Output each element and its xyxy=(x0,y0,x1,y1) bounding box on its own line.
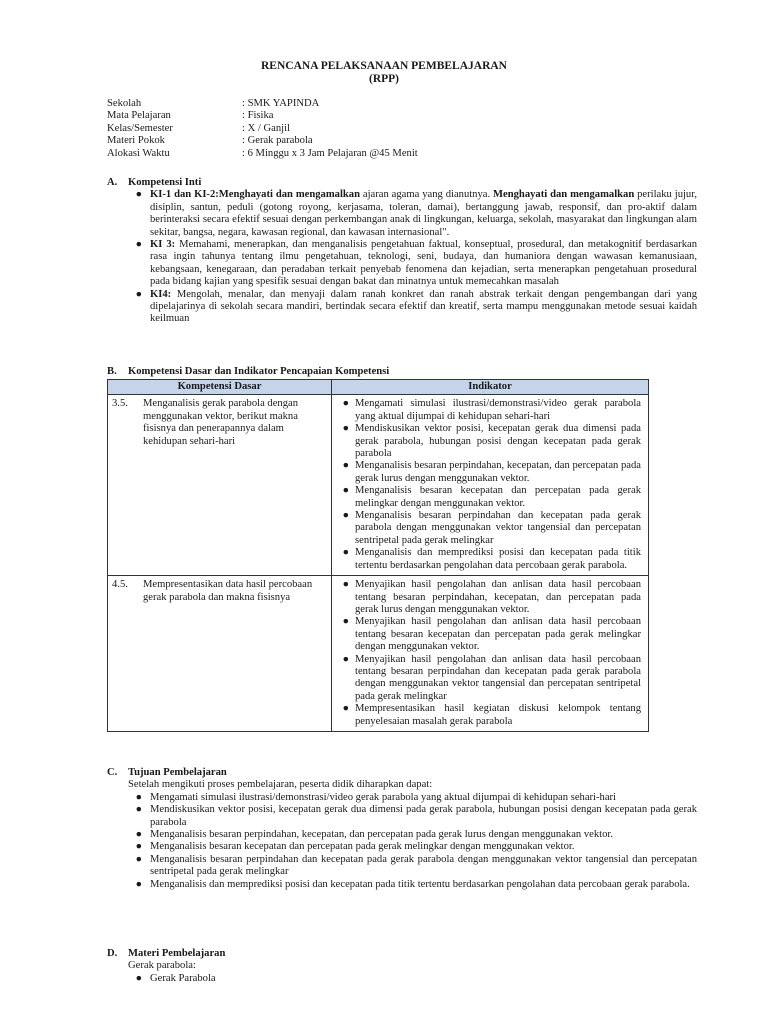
indicator-cell xyxy=(332,395,649,576)
info-label: Kelas/Semester xyxy=(107,122,173,134)
indicator-text: Menyajikan hasil pengolahan dan anlisan data hasil percobaan tentang besaran perpindahan dan kecepatan pada gerak parabola dengan menggunakan vektor tangensial dan percepatan sentripetal pada gerak melingkar xyxy=(355,653,641,702)
indicator-cell xyxy=(332,576,649,732)
tujuan-text: Menganalisis besaran kecepatan dan percepatan pada gerak melingkar dengan menggunakan vektor. xyxy=(150,841,575,853)
ki-emphasis: Menghayati dan mengamalkan xyxy=(493,189,635,201)
column-header-kd: Kompetensi Dasar xyxy=(108,380,332,395)
ki-label: KI4: xyxy=(150,288,172,300)
bullet-icon: ● xyxy=(135,288,142,300)
bullet-icon: ● xyxy=(135,972,142,984)
section-tujuan-pembelajaran xyxy=(107,767,697,891)
bullet-icon: ● xyxy=(342,423,349,435)
list-item xyxy=(333,616,641,653)
indicator-text: Mendiskusikan vektor posisi, kecepatan gerak dua dimensi pada gerak parabola, hubungan posisi dengan kecepatan pada gerak parabola xyxy=(355,423,641,460)
materi-list xyxy=(128,973,697,985)
indicator-text: Mempresentasikan hasil kegiatan diskusi kelompok tentang penyelesaian masalah gerak parabola xyxy=(355,703,641,727)
bullet-icon: ● xyxy=(135,841,142,853)
info-row xyxy=(107,98,418,110)
section-kompetensi-inti xyxy=(107,177,697,326)
tujuan-text: Menganalisis besaran perpindahan dan kecepatan pada gerak parabola dengan menggunakan vektor tangensial dan percepatan sentripetal pada gerak melingkar xyxy=(150,853,697,878)
ki-list xyxy=(128,189,697,325)
list-item xyxy=(333,654,641,704)
info-value: : Fisika xyxy=(242,110,274,122)
list-item xyxy=(333,510,641,547)
info-value: : SMK YAPINDA xyxy=(242,98,320,109)
bullet-icon: ● xyxy=(342,579,349,591)
section-heading xyxy=(107,948,697,960)
ki-item xyxy=(128,239,697,289)
bullet-icon: ● xyxy=(135,239,142,251)
bullet-icon: ● xyxy=(135,853,142,865)
ki-body: Memahami, menerapkan, dan menganalisis pengetahuan faktual, konseptual, prosedural, dan metakognitif berdasarkan rasa ingin tahunya tentang ilmu pengetahuan, teknologi, seni, budaya, dan humaniora dengan wawasan kemanusiaan, kebangsaan, kenegaraan, dan peradaban terkait penyebab fenomena dan kejadian, serta menerapkan pengetahuan prosedural pada bidang kajian yang spesifik sesuai dengan bakat dan minatnya untuk memecahkan masalah xyxy=(150,239,697,288)
bullet-icon: ● xyxy=(135,878,142,890)
section-heading xyxy=(107,767,697,779)
indicator-text: Menganalisis besaran perpindahan dan kecepatan pada gerak parabola dengan menggunakan vektor tangensial dan percepatan sentripetal pada gerak melingkar xyxy=(355,510,641,546)
tujuan-text: Mendiskusikan vektor posisi, kecepatan gerak dua dimensi pada gerak parabola, hubungan posisi dengan kecepatan pada gerak parabola xyxy=(150,804,697,828)
bullet-icon: ● xyxy=(342,485,349,497)
list-item xyxy=(128,841,697,853)
indicator-text: Menyajikan hasil pengolahan dan anlisan data hasil percobaan tentang besaran perpindahan, kecepatan, dan percepatan pada gerak lurus dengan menggunakan vektor. xyxy=(355,579,641,615)
bullet-icon: ● xyxy=(342,510,349,522)
list-item xyxy=(128,879,697,891)
tujuan-text: Menganalisis besaran perpindahan, kecepatan, dan percepatan pada gerak lurus dengan menggunakan vektor. xyxy=(150,829,613,841)
info-value: : X / Ganjil xyxy=(242,122,290,134)
indicator-text: Menganalisis dan memprediksi posisi dan kecepatan pada titik tertentu berdasarkan pengolahan data percobaan gerak parabola. xyxy=(355,547,641,571)
kd-cell xyxy=(108,576,332,732)
ki-label: KI-1 dan KI-2:Menghayati dan mengamalkan xyxy=(150,189,360,201)
bullet-icon: ● xyxy=(342,398,349,410)
document-title: RENCANA PELAKSANAAN PEMBELAJARAN xyxy=(261,60,507,72)
kd-number: 4.5. xyxy=(112,579,128,591)
section-title: Kompetensi Dasar dan Indikator Pencapaian Kompetensi xyxy=(128,366,390,377)
kd-number: 3.5. xyxy=(112,398,128,410)
bullet-icon: ● xyxy=(342,653,349,665)
indicator-list xyxy=(333,396,647,574)
kd-table xyxy=(107,379,649,732)
ki-body: Mengolah, menalar, dan menyaji dalam ranah konkret dan ranah abstrak terkait dengan pengembangan dari yang dipelajarinya di sekolah secara mandiri, bertindak secara efektif dan kreatif, serta mampu menggunakan metode sesuai kaidah keilmuan xyxy=(150,288,697,325)
section-letter: A. xyxy=(107,177,118,188)
list-item xyxy=(333,485,641,510)
ki-body: ajaran agama yang dianutnya. xyxy=(359,189,494,201)
info-row xyxy=(107,110,418,122)
list-item xyxy=(128,792,697,804)
indicator-text: Menganalisis besaran kecepatan dan percepatan pada gerak melingkar dengan menggunakan vektor. xyxy=(355,485,641,509)
section-intro: Setelah mengikuti proses pembelajaran, peserta didik diharapkan dapat: xyxy=(128,779,433,791)
bullet-icon: ● xyxy=(342,703,349,715)
ki-item xyxy=(128,189,697,239)
section-title: Kompetensi Inti xyxy=(128,177,202,188)
info-row xyxy=(107,135,418,147)
section-letter: B. xyxy=(107,366,117,377)
ki-text xyxy=(150,289,697,326)
info-row xyxy=(107,123,418,135)
info-value: : 6 Minggu x 3 Jam Pelajaran @45 Menit xyxy=(242,147,418,159)
list-item xyxy=(128,804,697,829)
list-item xyxy=(333,579,641,616)
info-value: : Gerak parabola xyxy=(242,135,313,147)
section-title: Tujuan Pembelajaran xyxy=(128,767,227,778)
identity-block xyxy=(107,98,418,160)
table-row xyxy=(108,576,649,732)
info-label: Mata Pelajaran xyxy=(107,110,171,122)
section-kompetensi-dasar xyxy=(107,366,697,378)
kd-cell xyxy=(108,395,332,576)
info-label: Alokasi Waktu xyxy=(107,147,170,159)
section-letter: D. xyxy=(107,948,118,959)
tujuan-text: Mengamati simulasi ilustrasi/demonstrasi/video gerak parabola yang aktual dijumpai di kehidupan sehari-hari xyxy=(150,791,617,803)
section-intro: Gerak parabola: xyxy=(128,960,196,972)
section-heading xyxy=(107,366,697,378)
indicator-text: Menganalisis besaran perpindahan, kecepatan, dan percepatan pada gerak lurus dengan menggunakan vektor. xyxy=(355,460,641,484)
section-letter: C. xyxy=(107,767,118,778)
ki-text xyxy=(150,239,697,289)
section-heading xyxy=(107,177,697,189)
list-item xyxy=(333,703,641,728)
bullet-icon: ● xyxy=(135,189,142,201)
bullet-icon: ● xyxy=(135,804,142,816)
bullet-icon: ● xyxy=(342,460,349,472)
column-header-indikator: Indikator xyxy=(332,380,649,395)
section-title: Materi Pembelajaran xyxy=(128,948,226,959)
bullet-icon: ● xyxy=(135,829,142,841)
tujuan-list xyxy=(128,792,697,891)
indicator-text: Menyajikan hasil pengolahan dan anlisan data hasil percobaan tentang besaran kecepatan dan percepatan pada gerak melingkar dengan menggunakan vektor. xyxy=(355,616,641,653)
kd-text: Mempresentasikan data hasil percobaan gerak parabola dan makna fisisnya xyxy=(143,579,313,603)
section-materi-pembelajaran xyxy=(107,948,697,985)
ki-label: KI 3: xyxy=(150,239,176,251)
table-row xyxy=(108,395,649,576)
kd-text: Menganalisis gerak parabola dengan menggunakan vektor, berikut makna fisisnya dan penerapannya dalam kehidupan sehari-hari xyxy=(143,398,299,447)
bullet-icon: ● xyxy=(342,547,349,559)
list-item xyxy=(333,423,641,460)
materi-text: Gerak Parabola xyxy=(150,972,216,984)
list-item xyxy=(128,973,697,985)
info-label: Materi Pokok xyxy=(107,135,165,147)
list-item xyxy=(333,547,641,572)
indicator-list xyxy=(333,577,647,730)
ki-body: perilaku jujur, disiplin, santun, peduli (gotong royong, kerjasama, toleran, damai), bertanggung jawab, responsif, dan pro-aktif dalam berinteraksi secara efektif sesuai dengan perkembangan anak di lingkungan, keluarga, sekolah, masyarakat dan lingkungan alam sekitar, bangsa, negara, kawasan regional, dan kawasan internasional". xyxy=(150,189,697,238)
bullet-icon: ● xyxy=(135,791,142,803)
list-item xyxy=(128,829,697,841)
ki-item xyxy=(128,289,697,326)
ki-text xyxy=(150,189,697,239)
document-subtitle: (RPP) xyxy=(368,73,399,85)
list-item xyxy=(333,398,641,423)
table-header-row xyxy=(108,380,649,395)
list-item xyxy=(333,460,641,485)
info-row xyxy=(107,148,418,160)
bullet-icon: ● xyxy=(342,616,349,628)
list-item xyxy=(128,854,697,879)
info-label: Sekolah xyxy=(107,98,142,109)
indicator-text: Mengamati simulasi ilustrasi/demonstrasi/video gerak parabola yang aktual dijumpai di kehidupan sehari-hari xyxy=(355,398,641,422)
tujuan-text: Menganalisis dan memprediksi posisi dan kecepatan pada titik tertentu berdasarkan pengolahan data percobaan gerak parabola. xyxy=(150,878,690,890)
